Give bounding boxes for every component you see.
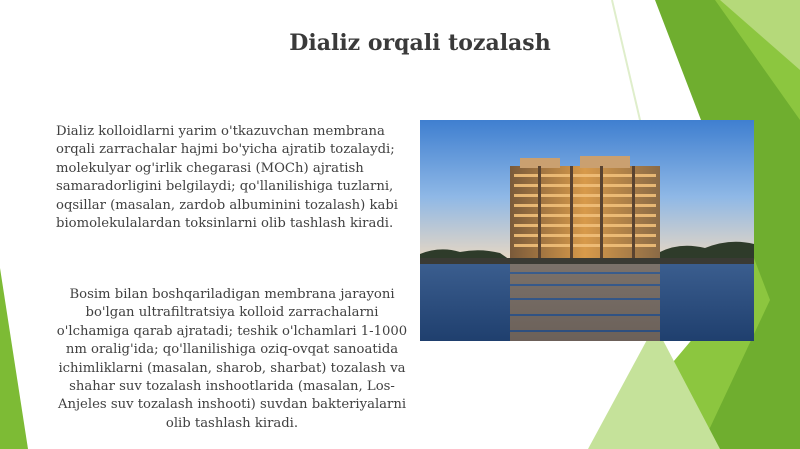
waterfront-apartment-building-photo [420, 120, 754, 341]
left-green-wedge [0, 268, 28, 449]
slide-title: Dializ orqali tozalash [289, 30, 551, 56]
paragraph-dialysis: Dializ kolloidlarni yarim o'tkazuvchan membrana orqali zarrachalar hajmi bo'yicha ajratib tozalaydi; molekulyar og'irlik chegarasi (MOCh) ajratish samaradorligini belgilaydi; qo'llanilishiga tuzlarni, oqsillar (masalan, zardob albuminini tozalash) kabi biomolekulalardan toksinlarni olib tashlash kiradi. [56, 124, 398, 232]
apartment-building [510, 156, 660, 258]
paragraph-ultrafiltration: Bosim bilan boshqariladigan membrana jarayoni bo'lgan ultrafiltratsiya kolloid zarrachalarni o'lchamiga qarab ajratadi; teshik o'lchamlari 1-1000 nm oralig'ida; qo'llanilishiga oziq-ovqat sanoatida ichimliklarni (masalan, sharob, sharbat) tozalash va shahar suv tozalash inshootlarida (masalan, Los-Anjeles suv tozalash inshooti) suvdan bakteriyalarni olib tashlash kiradi. [56, 287, 408, 431]
shoreline [420, 258, 754, 264]
building-reflection [510, 264, 660, 341]
photo-illustration [420, 120, 754, 341]
